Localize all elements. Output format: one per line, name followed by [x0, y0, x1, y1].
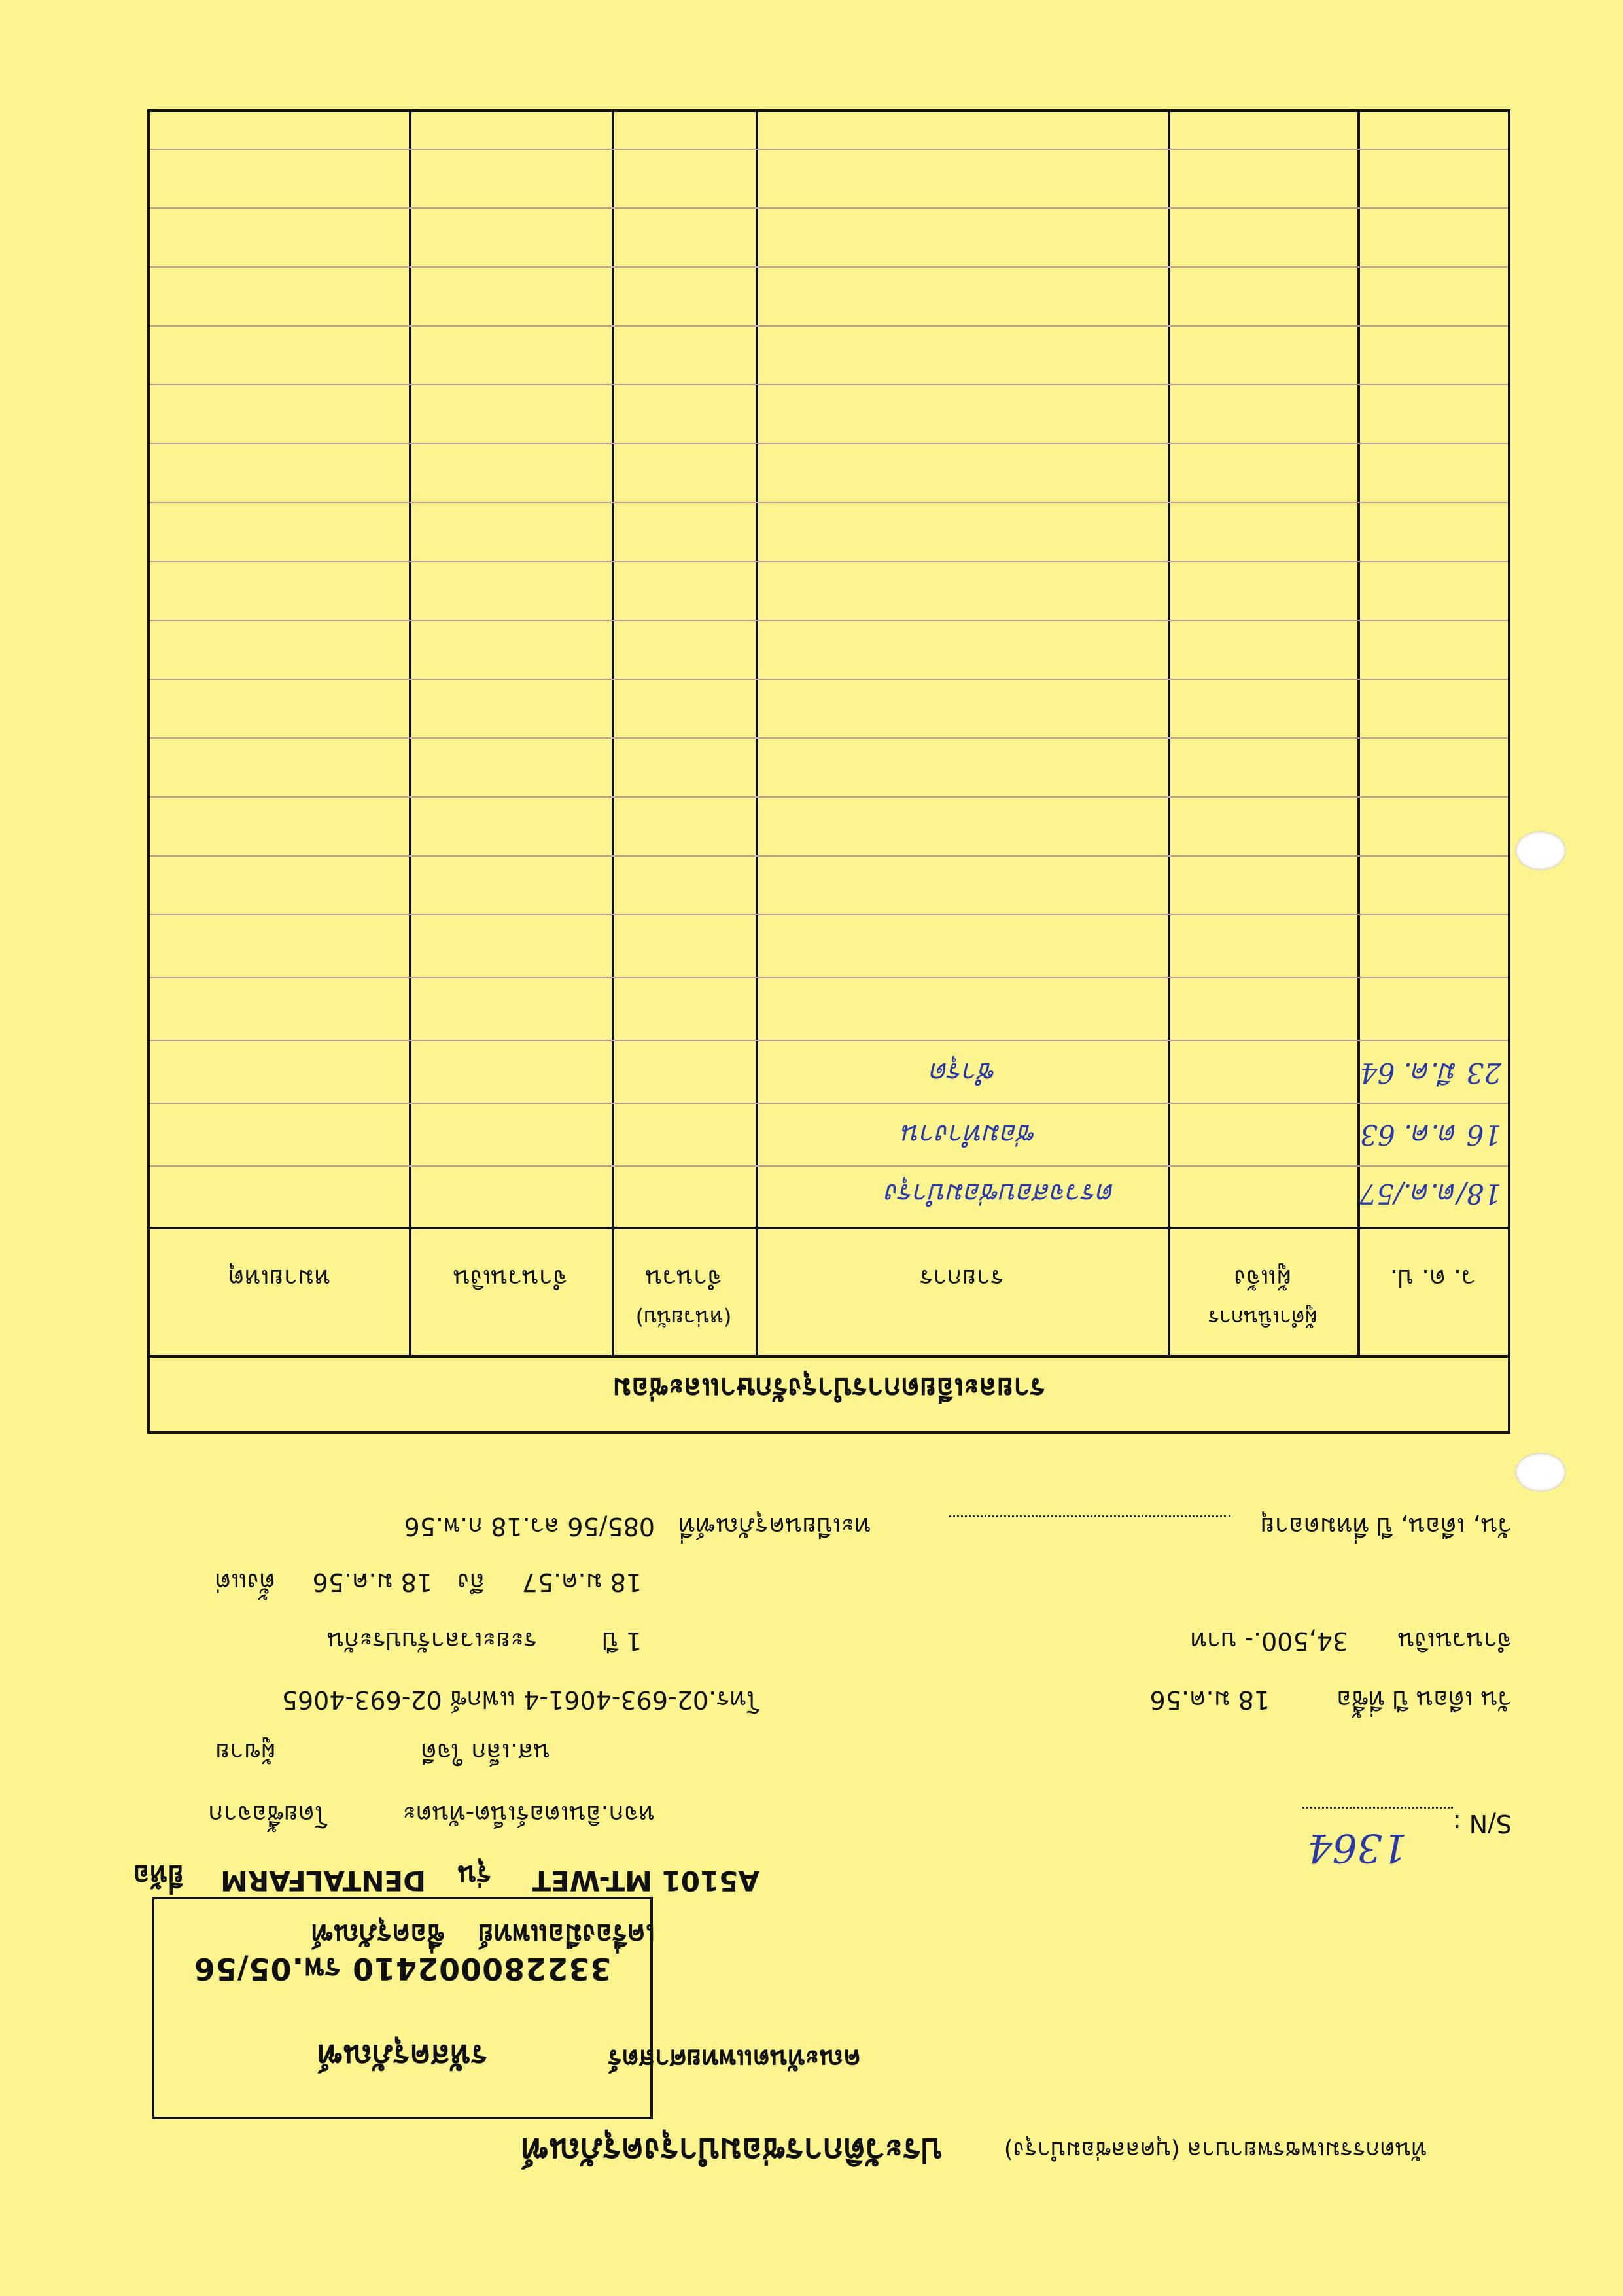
table-row-line [150, 855, 1508, 857]
table-row-line [150, 620, 1508, 621]
table-row-line [150, 325, 1508, 327]
column-header-remarks [150, 1227, 409, 1358]
table-row-line [150, 796, 1508, 798]
table-row-line [150, 384, 1508, 385]
table-row-line [150, 207, 1508, 209]
brand-label: ยี่ห้อ [133, 1860, 184, 1892]
contact-label: ผู้ขาย [215, 1738, 275, 1767]
price-label: จำนวนเงิน [1397, 1627, 1512, 1655]
department-name: คณะทันตแพทยศาสตร์ [608, 2043, 861, 2074]
warranty-to-label: ถึง [457, 1568, 485, 1597]
warranty-value: 1 ปี [602, 1627, 642, 1655]
table-row-line [150, 561, 1508, 562]
serial-dotted-line [1302, 1807, 1453, 1809]
asset-code-label: รหัสครุภัณฑ์ [317, 2038, 488, 2074]
entry-item: ชำรุด [931, 1057, 998, 1089]
serial-handwritten: 1364 [1307, 1825, 1407, 1871]
price-value: 34,500.- บาท [1190, 1627, 1348, 1655]
column-quantity-label: จำนวน [645, 1264, 722, 1293]
brand-value: DENTALFARM [220, 1865, 426, 1897]
model-label: รุ่น [457, 1860, 491, 1892]
entry-date: 16 ต.ค. 63 [1360, 1119, 1501, 1151]
table-title: รายละเอียดการบำรุงรักษาและซ่อม [612, 1371, 1045, 1405]
register-label: ทะเบียนครุภัณฑ์ที่ [678, 1512, 871, 1541]
column-divider [756, 112, 758, 1358]
table-row-line [150, 443, 1508, 444]
column-header-date [1357, 1227, 1508, 1358]
table-row-line [150, 1040, 1508, 1041]
model-value: A5101 MT-WET [532, 1865, 759, 1897]
entry-date: 18/ต.ค./57 [1359, 1178, 1501, 1210]
column-divider [1168, 112, 1170, 1358]
table-row-line [150, 1103, 1508, 1104]
purchase-date-label: วัน เดือน ปี ที่ซื้อ [1336, 1686, 1512, 1714]
table-row-line [150, 977, 1508, 978]
table-row-line [150, 1165, 1508, 1167]
table-row-line [150, 737, 1508, 739]
column-header-amount [409, 1227, 612, 1358]
entry-item: ตรวจสอบซ่อมบำรุง [886, 1178, 1115, 1210]
table-row-line [150, 502, 1508, 503]
serial-label: S/N : [1452, 1809, 1512, 1838]
column-remarks-label: หมายเหตุ [228, 1264, 331, 1293]
warranty-to-value: 18 ม.ค.57 [521, 1568, 642, 1597]
warranty-from-label: ตั้งแต่ [215, 1568, 275, 1597]
vendor-label: โดยซื้อจาก [208, 1800, 328, 1829]
vendor-value: หจก.อินเตอร์เน็ต-ทันตะ [402, 1800, 655, 1829]
column-header-quantity [612, 1227, 756, 1358]
table-row-line [150, 149, 1508, 150]
maintenance-table [147, 109, 1510, 1434]
column-divider [1357, 112, 1360, 1358]
contact-value: นส.เล็ก ใจดี [420, 1738, 550, 1767]
column-item-label: รายการ [919, 1264, 1004, 1293]
punch-hole [1515, 831, 1566, 870]
table-title-row [150, 1355, 1508, 1431]
document-subtitle: ทันตกรรมเพชรพยาบาล (บุคลลซ่อมบำรุง) [1003, 2136, 1427, 2163]
expire-label: วัน, เดือน, ปี ที่หมดอายุ [1260, 1512, 1512, 1541]
column-divider [409, 112, 411, 1358]
warranty-from-value: 18 ม.ค.56 [312, 1568, 432, 1597]
column-quantity-sub: (หน่วยนับ) [635, 1305, 732, 1330]
purchase-date-value: 18 ม.ค.56 [1149, 1686, 1270, 1714]
column-header-reporter [1168, 1227, 1357, 1358]
column-date-label: ว. ด. ป. [1389, 1264, 1476, 1293]
column-divider [612, 112, 614, 1358]
column-reporter-label: ผู้แจ้ง [1234, 1264, 1291, 1293]
entry-date: 23 มี.ค. 64 [1359, 1057, 1501, 1089]
document-title: ประวัติการซ่อมบำรุงครุภัณฑ์ [520, 2130, 943, 2170]
expire-dotted-line [949, 1515, 1230, 1517]
register-value: 085/56 ลว.18 ก.พ.56 [404, 1512, 655, 1541]
punch-hole [1515, 1453, 1566, 1492]
phone-value: โทร.02-693-4061-4 แฟกซ์ 02-693-4065 [281, 1686, 759, 1714]
column-reporter-sub: ผู้ดำเนินการ [1208, 1305, 1318, 1330]
table-row-line [150, 266, 1508, 268]
warranty-label: ระยะเวลารับประกัน [327, 1627, 537, 1655]
table-row-line [150, 914, 1508, 915]
item-label: ชื่อครุภัณฑ์ [311, 1918, 445, 1951]
table-row-line [150, 679, 1508, 680]
entry-item: ซ่อมทำงาน [902, 1119, 1037, 1151]
asset-code-value: 3322800024​10 รพ.05/56 [193, 1951, 612, 1987]
column-amount-label: จำนวนเงิน [453, 1264, 568, 1293]
item-value: เครื่องมือแพทย์ [478, 1918, 655, 1951]
column-header-item [756, 1227, 1168, 1358]
